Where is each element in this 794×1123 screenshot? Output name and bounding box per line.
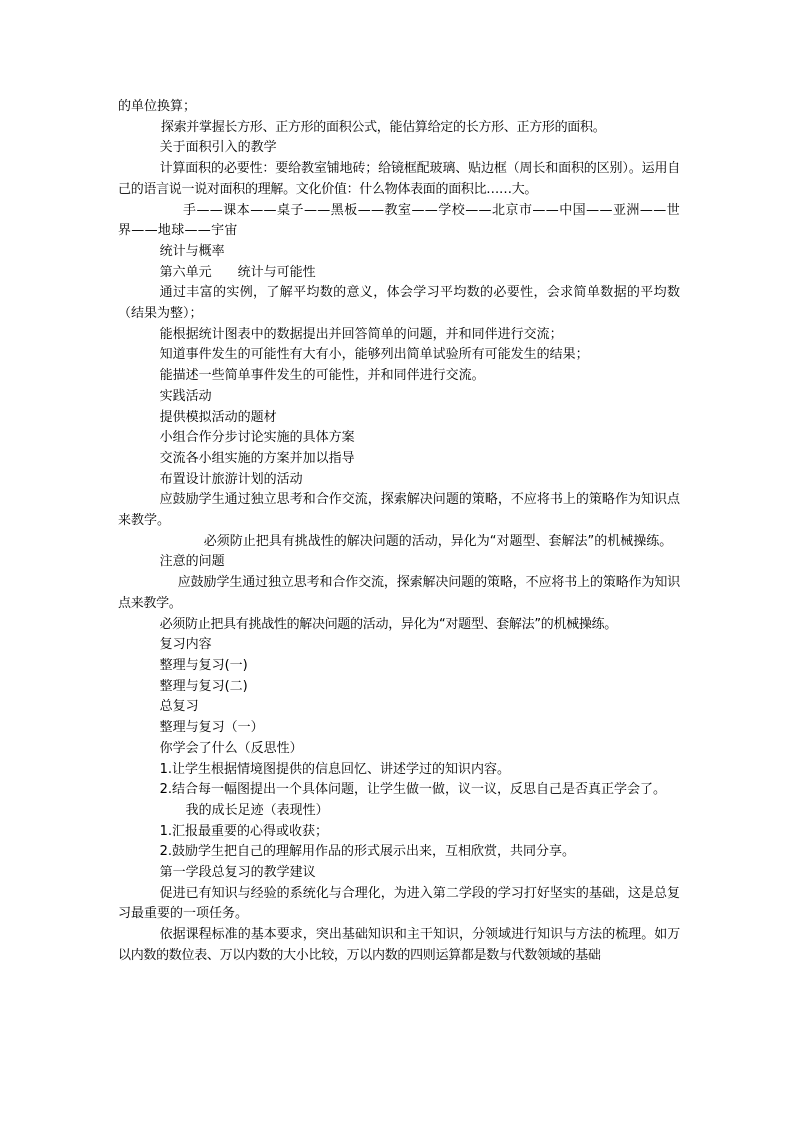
paragraph-group-plan: 小组合作分步讨论实施的具体方案 [159,430,355,446]
paragraph-area-necessity: 计算面积的必要性：要给教室铺地砖；给镜框配玻璃、贴边框（周长和面积的区别）。运用自己的语言说一说对面积的理解。文化价值：什么物体表面的面积比……大。 [118,161,680,197]
paragraph-unit-conversion: 的单位换算； [118,99,197,114]
paragraph-prevent-drill-repeat: 必须防止把具有挑战性的解决问题的活动，异化为“对题型、套解法”的机械操练。 [159,616,617,632]
heading-general-review: 总复习 [159,699,199,715]
paragraph-simulation-material: 提供模拟活动的题材 [159,409,277,425]
heading-review-one: 整理与复习（一） [159,720,264,736]
paragraph-curriculum-standard: 依据课程标准的基本要求，突出基础知识和主干知识，分领域进行知识与方法的梳理。如万以内数的数位表、万以内数的大小比较，万以内数的四则运算都是数与代数领域的基础 [118,927,680,963]
paragraph-prevent-drill: 必须防止把具有挑战性的解决问题的活动，异化为“对题型、套解法”的机械操练。 [203,533,673,549]
heading-review-suggestions: 第一学段总复习的教学建议 [159,865,316,881]
paragraph-encourage-thinking: 应鼓励学生通过独立思考和合作交流，探索解决问题的策略，不应将书上的策略作为知识点来教学。 [118,492,680,529]
paragraph-ask-question: 2.结合每一幅图提出一个具体问题，让学生做一做，议一议，反思自己是否真正学会了。 [159,782,666,798]
paragraph-average: 通过丰富的实例，了解平均数的意义，体会学习平均数的必要性，会求简单数据的平均数（结果为整）； [118,285,680,322]
paragraph-describe-possibility: 能描述一些简单事件发生的可能性，并和同伴进行交流。 [159,368,485,384]
heading-area-intro: 关于面积引入的教学 [159,140,277,156]
heading-growth-footprint: 我的成长足迹（表现性） [185,802,329,818]
paragraph-charts: 能根据统计图表中的数据提出并回答简单的问题，并和同伴进行交流； [159,326,563,342]
heading-what-learned: 你学会了什么（反思性） [159,740,303,756]
heading-attention-issues: 注意的问题 [159,554,225,570]
paragraph-exchange-plan: 交流各小组实施的方案并加以指导 [159,450,355,466]
heading-unit-six: 第六单元 统计与可能性 [159,264,316,280]
paragraph-encourage-thinking-repeat: 应鼓励学生通过独立思考和合作交流，探索解决问题的策略，不应将书上的策略作为知识点来教学。 [118,575,680,611]
paragraph-recall-knowledge: 1.让学生根据情境图提供的信息回忆、讲述学过的知识内容。 [159,761,510,777]
paragraph-report-gains: 1.汇报最重要的心得或收获； [159,823,328,839]
paragraph-travel-plan: 布置设计旅游计划的活动 [159,471,303,487]
item-review-one: 整理与复习(一) [159,657,248,673]
paragraph-possibility: 知道事件发生的可能性有大有小，能够列出简单试验所有可能发生的结果； [159,347,589,363]
heading-review-content: 复习内容 [159,637,212,653]
item-review-two: 整理与复习(二) [159,678,248,694]
paragraph-show-works: 2.鼓励学生把自己的理解用作品的形式展示出来，互相欣赏，共同分享。 [159,844,575,860]
heading-statistics-probability: 统计与概率 [159,243,225,259]
paragraph-systematize-knowledge: 促进已有知识与经验的系统化与合理化，为进入第二学段的学习打好坚实的基础，这是总复习最重要的一项任务。 [118,885,680,922]
paragraph-area-formula: 探索并掌握长方形、正方形的面积公式，能估算给定的长方形、正方形的面积。 [160,119,606,135]
heading-practice-activity: 实践活动 [159,388,212,404]
paragraph-size-sequence: 手——课本——桌子——黑板——教室——学校——北京市——中国——亚洲——世界——地球——宇宙 [118,202,680,239]
document-body [118,97,680,967]
